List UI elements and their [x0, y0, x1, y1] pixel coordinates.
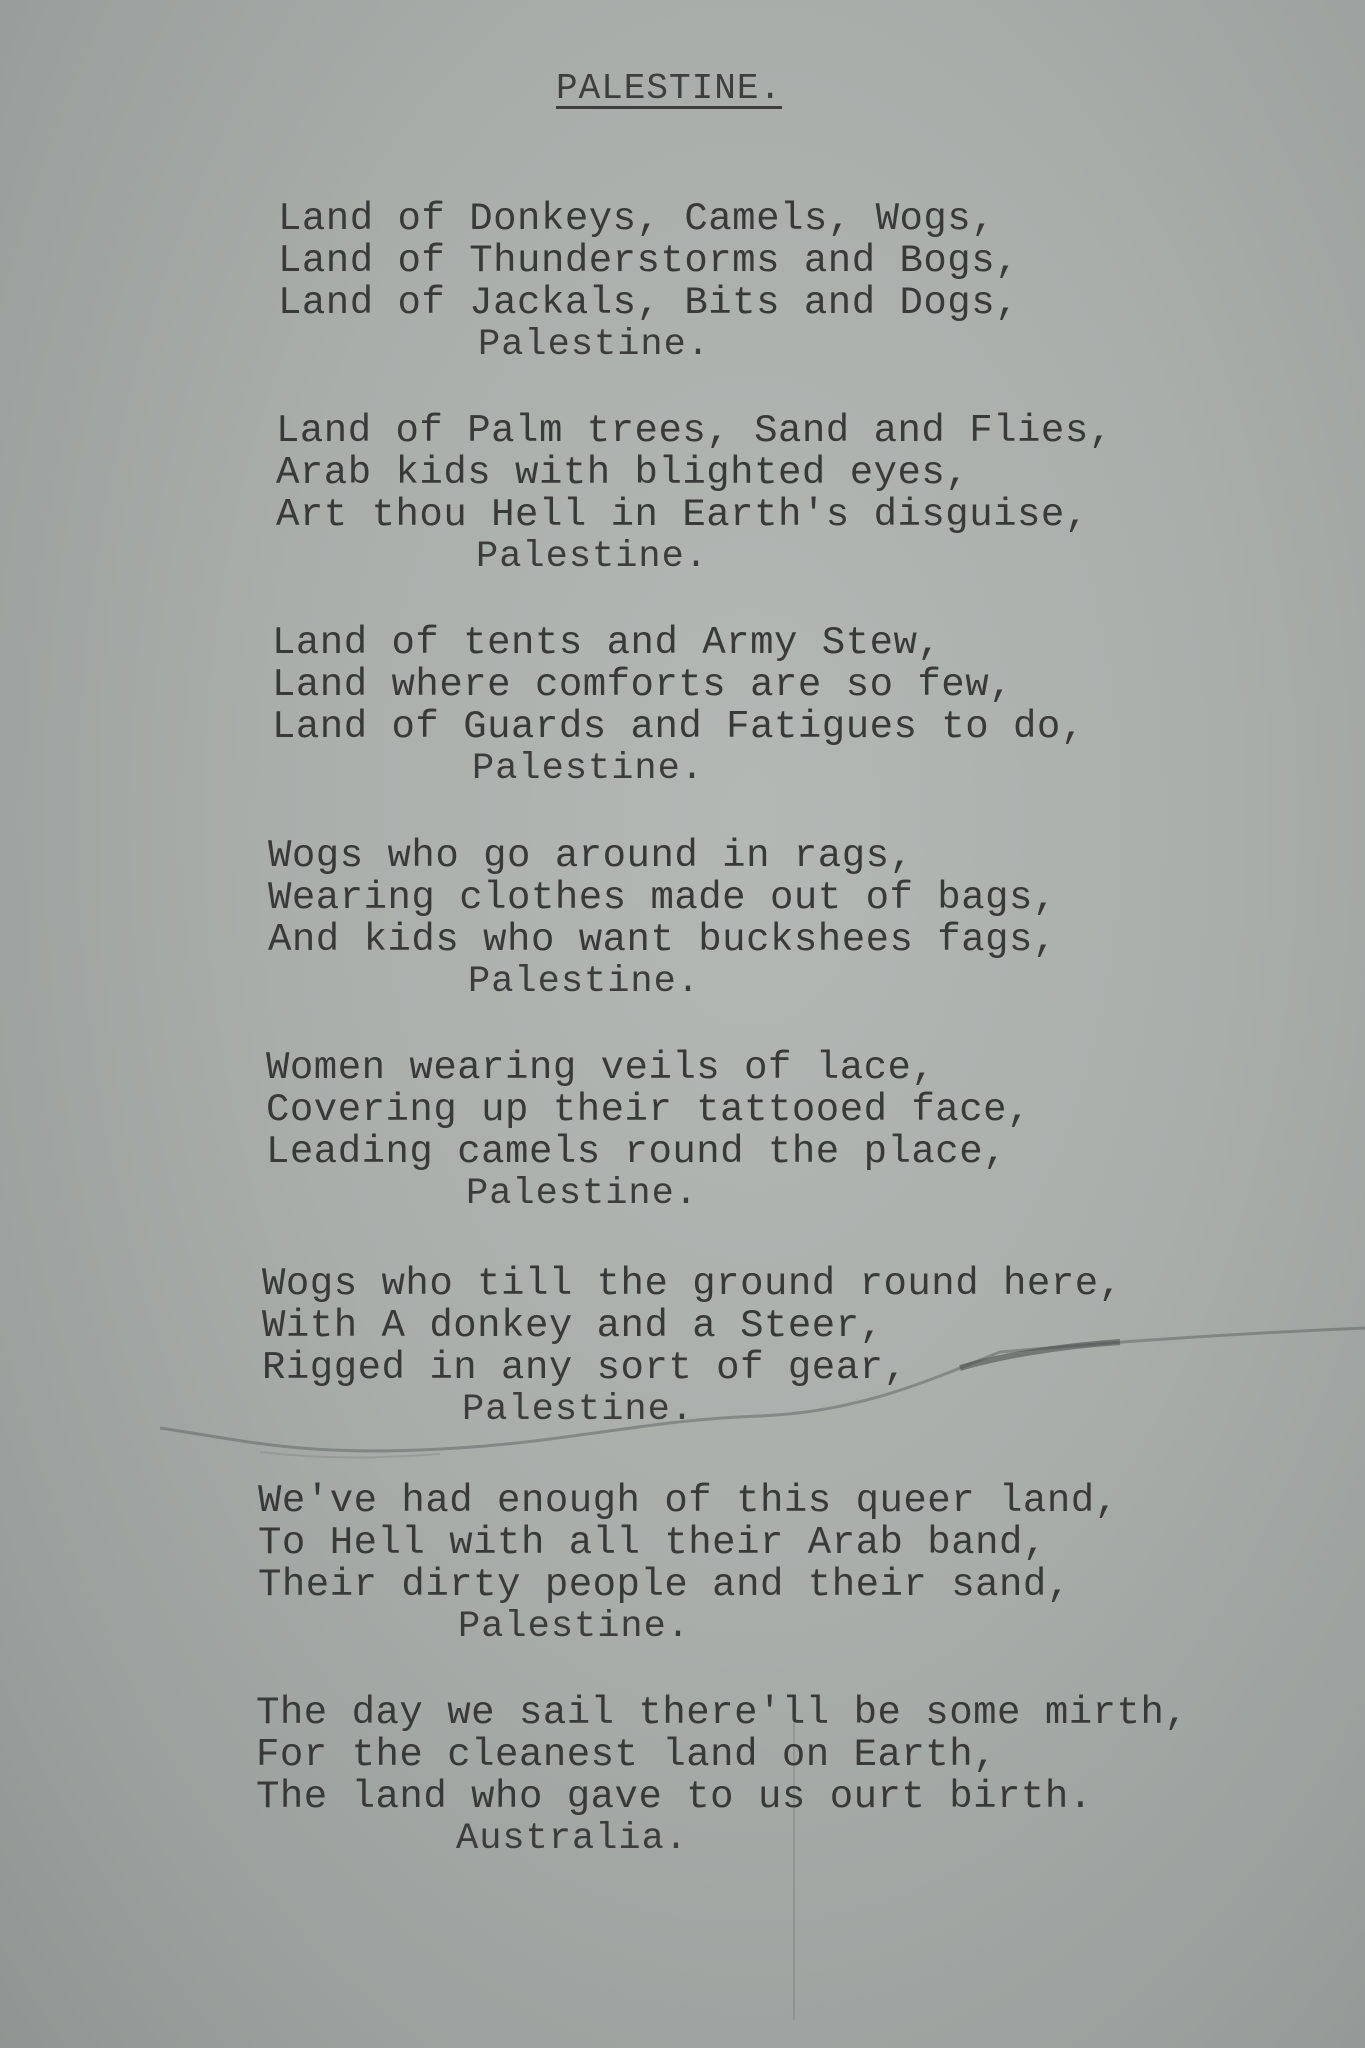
stanza-line: The land who gave to us ourt birth. — [256, 1775, 1093, 1819]
stanza-line: Land of Guards and Fatigues to do, — [272, 705, 1085, 749]
stanza-line: Wearing clothes made out of bags, — [268, 876, 1057, 920]
stanza-line: Land where comforts are so few, — [272, 663, 1014, 707]
stanza-line: For the cleanest land on Earth, — [256, 1733, 998, 1777]
stanza-7 — [258, 1480, 1278, 1648]
stanza-line: Land of tents and Army Stew, — [272, 621, 942, 665]
stanza-line: Leading camels round the place, — [266, 1130, 1008, 1174]
stanza-6 — [262, 1263, 1282, 1431]
stanza-line: Art thou Hell in Earth's disguise, — [276, 493, 1089, 537]
stanza-refrain: Palestine. — [466, 1173, 699, 1215]
stanza-line: Wogs who go around in rags, — [268, 834, 914, 878]
stanza-line: Land of Jackals, Bits and Dogs, — [278, 281, 1020, 325]
stanza-refrain: Palestine. — [468, 961, 701, 1003]
stanza-line: The day we sail there'll be some mirth, — [256, 1691, 1189, 1735]
stanza-2 — [276, 410, 1296, 578]
stanza-line: With A donkey and a Steer, — [262, 1304, 884, 1348]
stanza-5 — [266, 1047, 1286, 1215]
stanza-line: Land of Palm trees, Sand and Flies, — [276, 409, 1113, 453]
stanza-line: Covering up their tattooed face, — [266, 1088, 1031, 1132]
stanza-refrain: Australia. — [456, 1818, 689, 1860]
stanza-3 — [272, 622, 1292, 790]
stanza-refrain: Palestine. — [476, 536, 709, 578]
stanza-refrain: Palestine. — [462, 1389, 695, 1431]
stanza-line: To Hell with all their Arab band, — [258, 1521, 1047, 1565]
stanza-line: Rigged in any sort of gear, — [262, 1346, 908, 1390]
stanza-line: Arab kids with blighted eyes, — [276, 451, 970, 495]
stanza-refrain: Palestine. — [458, 1606, 691, 1648]
stanza-4 — [268, 835, 1288, 1003]
stanza-line: Land of Thunderstorms and Bogs, — [278, 239, 1020, 283]
stanza-line: Their dirty people and their sand, — [258, 1563, 1071, 1607]
stanza-1 — [278, 198, 1298, 366]
stanza-8 — [256, 1692, 1276, 1860]
stanza-line: And kids who want buckshees fags, — [268, 918, 1057, 962]
stanza-refrain: Palestine. — [472, 748, 705, 790]
stanza-line: We've had enough of this queer land, — [258, 1479, 1119, 1523]
stanza-line: Wogs who till the ground round here, — [262, 1262, 1123, 1306]
stanza-line: Women wearing veils of lace, — [266, 1046, 936, 1090]
document-title: PALESTINE. — [556, 68, 783, 109]
stanza-refrain: Palestine. — [478, 324, 711, 366]
stanza-line: Land of Donkeys, Camels, Wogs, — [278, 197, 996, 241]
